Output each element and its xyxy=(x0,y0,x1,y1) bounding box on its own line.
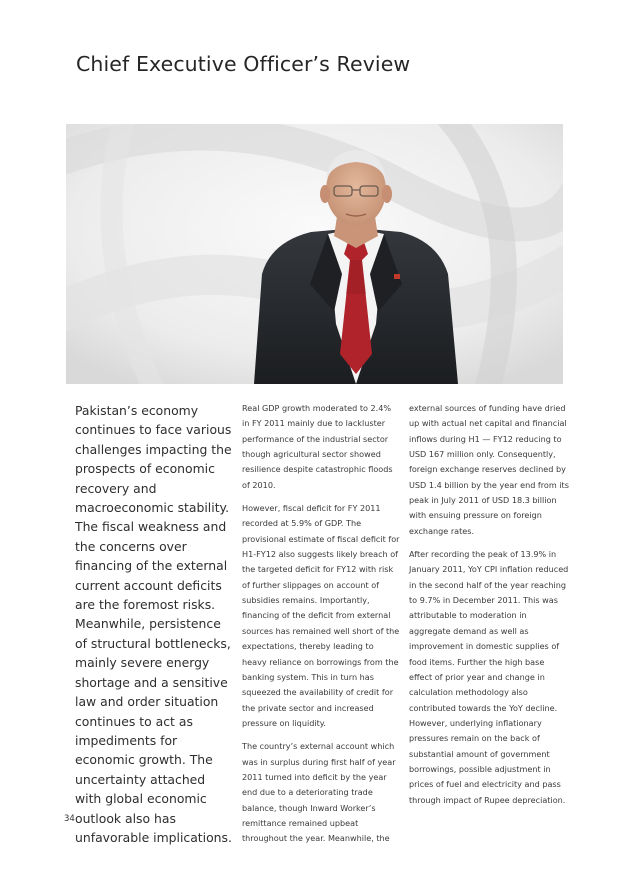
page-title: Chief Executive Officer’s Review xyxy=(76,52,411,76)
pull-quote: Pakistan’s economy continues to face various challenges impacting the prospects of economic recovery and macroeconomic stability. The fiscal weakness and the concerns over financing of the external current account deficits are the foremost risks. Meanwhile, persistence of structural bottlenecks, mainly severe energy shortage and a sensitive law and order situation continues to act as impediments for economic growth. The uncertainty attached with global economic outlook also has unfavorable implications. xyxy=(75,403,232,845)
body-column-1 xyxy=(242,401,400,855)
body-paragraph: However, fiscal deficit for FY 2011 recorded at 5.9% of GDP. The provisional estimate of fiscal deficit for H1-FY12 also suggests likely breach of the targeted deficit for FY12 with risk of further slippages on account of subsidies remains. Importantly, financing of the deficit from external sources has remained well short of the expectations, thereby leading to heavy reliance on borrowings from the banking system. This in turn has squeezed the availability of credit for the private sector and increased pressure on liquidity. xyxy=(242,503,400,728)
body-paragraph: external sources of funding have dried up with actual net capital and financial inflows during H1 — FY12 reducing to USD 167 million only. Consequently, foreign exchange reserves declined by USD 1.4 billion by the year end from its peak in July 2011 of USD 18.3 billion with ensuing pressure on foreign exchange rates. xyxy=(409,403,569,536)
body-column-2 xyxy=(409,401,569,816)
ceo-portrait-photo xyxy=(66,124,563,384)
body-paragraph: Real GDP growth moderated to 2.4% in FY 2011 mainly due to lackluster performance of the industrial sector though agricultural sector showed resilience despite catastrophic floods of 2010. xyxy=(242,403,393,490)
body-paragraph: After recording the peak of 13.9% in January 2011, YoY CPI inflation reduced in the second half of the year reaching to 9.7% in December 2011. This was attributable to moderation in aggregate demand as well as improvement in domestic supplies of food items. Further the high base effect of prior year and change in calculation methodology also contributed towards the YoY decline. However, underlying inflationary pressures remain on the back of substantial amount of government borrowings, possible adjustment in prices of fuel and electricity and pass through impact of Rupee depreciation. xyxy=(409,549,569,805)
portrait-illustration xyxy=(66,124,563,384)
body-paragraph: The country’s external account which was in surplus during first half of year 2011 turned into deficit by the year end due to a deteriorating trade balance, though Inward Worker’s remittance remained upbeat throughout the year. Meanwhile, the xyxy=(242,741,396,844)
page-number: 34 xyxy=(64,814,75,824)
